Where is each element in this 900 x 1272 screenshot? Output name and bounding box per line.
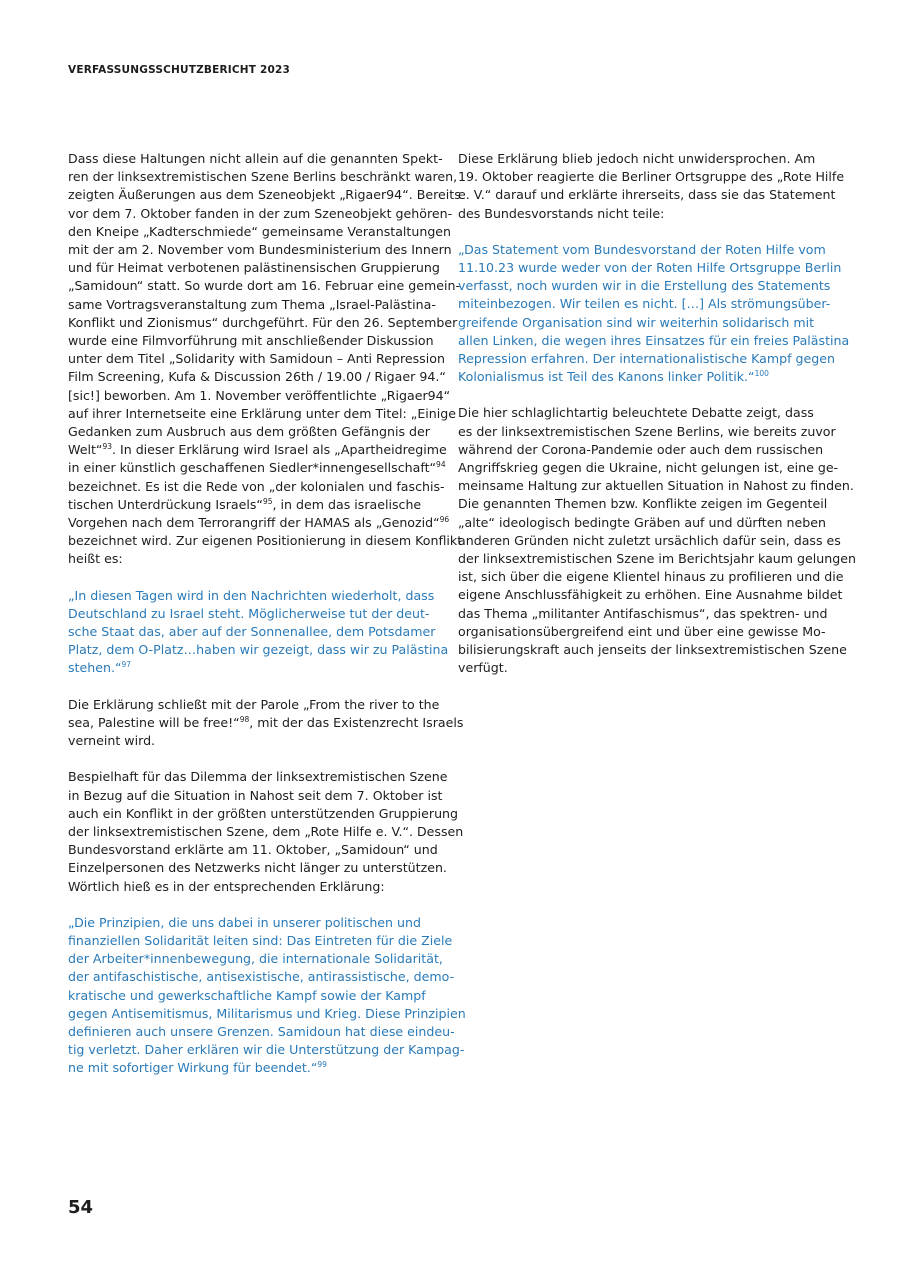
text-line: Platz, dem O-Platz…haben wir gezeigt, dass wir zu Palästina [68,642,449,658]
running-header: VERFASSUNGSSCHUTZBERICHT 2023 [68,64,291,76]
text-line: der Arbeiter*innenbewegung, die internationale Solidarität, [68,951,443,967]
text-line: finanziellen Solidarität leiten sind: Das Eintreten für die Ziele [68,932,453,948]
text-line: Wörtlich hieß es in der entsprechenden Erklärung: [68,878,385,894]
text-line: Kolonialismus ist Teil des Kanons linker Politik.“$^{100}$ [458,369,769,385]
text-line: mit der am 2. November vom Bundesministerium des Innern [68,242,452,258]
text-line: Diese Erklärung blieb jedoch nicht unwidersprochen. Am [458,151,816,166]
text-line: während der Corona-Pandemie oder auch dem russischen [458,441,824,457]
text-line: gegen Antisemitismus, Militarismus und Krieg. Diese Prinzipien [68,1005,466,1021]
text-line: 11.10.23 wurde weder von der Roten Hilfe Ortsgruppe Berlin [458,260,842,276]
text-line: Dass diese Haltungen nicht allein auf die genannten Spekt- [68,151,443,166]
text-line: miteinbezogen. Wir teilen es nicht. […] Als strömungsüber- [458,296,831,312]
text-line: Vorgehen nach dem Terrorangriff der HAMAS als „Genozid“$^{96}$ [68,515,450,531]
text-line: ist, sich über die eigene Klientel hinaus zu profilieren und die [458,569,844,585]
text-line: Bundesvorstand erklärte am 11. Oktober, „Samidoun“ und [68,842,438,858]
text-line: das Thema „militanter Antifaschismus“, das spektren- und [458,605,828,621]
body-paragraph [458,150,845,223]
text-line: auf ihrer Internetseite eine Erklärung unter dem Titel: „Einige [68,405,456,421]
text-line: Konflikt und Zionismus“ durchgeführt. Für den 26. September [68,314,458,330]
text-line: sche Staat das, aber auf der Sonnenallee, dem Potsdamer [68,624,436,640]
text-line: tischen Unterdrückung Israels“$^{95}$, in dem das israelische [68,496,422,512]
text-line: bezeichnet wird. Zur eigenen Positionierung in diesem Konflikt [68,533,463,549]
text-line: Angriffskrieg gegen die Ukraine, nicht gelungen ist, eine ge- [458,460,839,476]
text-line: Bespielhaft für das Dilemma der linksextremistischen Szene [68,769,448,785]
text-line: verfasst, noch wurden wir in die Erstellung des Statements [458,278,831,294]
text-line: Film Screening, Kufa & Discussion 26th / 19.00 / Rigaer 94.“ [68,369,446,385]
text-line: heißt es: [68,551,123,567]
text-line: allen Linken, die wegen ihres Einsatzes für ein freies Palästina [458,332,850,348]
text-line: wurde eine Filmvorführung mit anschließender Diskussion [68,333,434,349]
text-line: meinsame Haltung zur aktuellen Situation in Nahost zu finden. [458,478,854,494]
text-line: den Kneipe „Kadterschmiede“ gemeinsame Veranstaltungen [68,223,452,239]
page-number: 54 [68,1197,94,1218]
text-line: in einer künstlich geschaffenen Siedler*innengesellschaft“$^{94}$ [68,460,446,476]
text-line: anderen Gründen nicht zuletzt ursächlich dafür sein, dass es [458,532,841,548]
block-quote [458,241,850,387]
text-line: Deutschland zu Israel steht. Möglicherweise tut der deut- [68,605,430,621]
text-line: kratische und gewerkschaftliche Kampf sowie der Kampf [68,987,426,1003]
text-line: vor dem 7. Oktober fanden in der zum Szeneobjekt gehören- [68,205,453,221]
block-quote [68,914,466,1078]
text-line: „alte“ ideologisch bedingte Gräben auf und dürften neben [458,514,826,530]
text-line: und für Heimat verbotenen palästinensischen Gruppierung [68,260,440,276]
body-paragraph [458,404,856,677]
text-line: verfügt. [458,660,508,676]
text-line: der linksextremistischen Szene, dem „Rote Hilfe e. V.“. Dessen [68,823,464,839]
text-line: der linksextremistischen Szene im Berichtsjahr kaum gelungen [458,551,856,567]
text-line: Einzelpersonen des Netzwerks nicht länger zu unterstützen. [68,860,447,876]
text-line: der antifaschistische, antisexistische, antirassistische, demo- [68,969,455,985]
text-line: „In diesen Tagen wird in den Nachrichten wiederholt, dass [68,587,435,603]
text-line: ne mit sofortiger Wirkung für beendet.“$^{99}$ [68,1060,327,1076]
text-line: in Bezug auf die Situation in Nahost seit dem 7. Oktober ist [68,787,443,803]
text-line: Repression erfahren. Der internationalistische Kampf gegen [458,351,836,367]
text-line: greifende Organisation sind wir weiterhin solidarisch mit [458,314,815,330]
text-line: organisationsübergreifend eint und über eine gewisse Mo- [458,623,826,639]
text-line: unter dem Titel „Solidarity with Samidoun – Anti Repression [68,351,445,367]
text-line: auch ein Konflikt in der größten unterstützenden Gruppierung [68,805,459,821]
text-line: Welt“$^{93}$. In dieser Erklärung wird Israel als „Apartheidregime [68,442,447,458]
text-line: 19. Oktober reagierte die Berliner Ortsgruppe des „Rote Hilfe [458,169,845,185]
text-line: stehen.“$^{97}$ [68,660,132,676]
body-paragraph [68,768,464,895]
body-paragraph [68,696,464,751]
text-line: Die Erklärung schließt mit der Parole „From the river to the [68,696,440,712]
text-line: bilisierungskraft auch jenseits der linksextremistischen Szene [458,642,847,658]
text-line: bezeichnet. Es ist die Rede von „der kolonialen und faschis- [68,478,445,494]
text-line: „Samidoun“ statt. So wurde dort am 16. Februar eine gemein- [68,278,461,294]
text-line: sea, Palestine will be free!“$^{98}$, mit der das Existenzrecht Israels [68,714,464,730]
text-line: same Vortragsveranstaltung zum Thema „Israel-Palästina- [68,296,436,312]
block-quote [68,587,449,678]
text-line: verneint wird. [68,733,156,749]
text-line: Gedanken zum Ausbruch aus dem größten Gefängnis der [68,424,430,440]
text-line: „Das Statement vom Bundesvorstand der Roten Hilfe vom [458,241,826,257]
text-line: des Bundesvorstands nicht teile: [458,205,665,221]
text-line: es der linksextremistischen Szene Berlins, wie bereits zuvor [458,423,836,439]
text-line: ren der linksextremistischen Szene Berlins beschränkt waren, [68,169,458,185]
text-line: eigene Anschlussfähigkeit zu erhöhen. Eine Ausnahme bildet [458,587,843,603]
text-line: tig verletzt. Daher erklären wir die Unterstützung der Kampag- [68,1042,465,1058]
text-line: Die hier schlaglichtartig beleuchtete Debatte zeigt, dass [458,405,814,421]
text-line: „Die Prinzipien, die uns dabei in unserer politischen und [68,914,421,930]
right-column [458,150,856,695]
text-line: definieren auch unsere Grenzen. Samidoun hat diese eindeu- [68,1023,455,1039]
text-line: Die genannten Themen bzw. Konflikte zeigen im Gegenteil [458,496,828,512]
body-paragraph [68,150,463,569]
text-line: [sic!] beworben. Am 1. November veröffentlichte „Rigaer94“ [68,387,451,403]
text-line: zeigten Äußerungen aus dem Szeneobjekt „Rigaer94“. Bereits [68,187,461,203]
left-column [68,150,466,1096]
text-line: e. V.“ darauf und erklärte ihrerseits, dass sie das Statement [458,187,836,203]
